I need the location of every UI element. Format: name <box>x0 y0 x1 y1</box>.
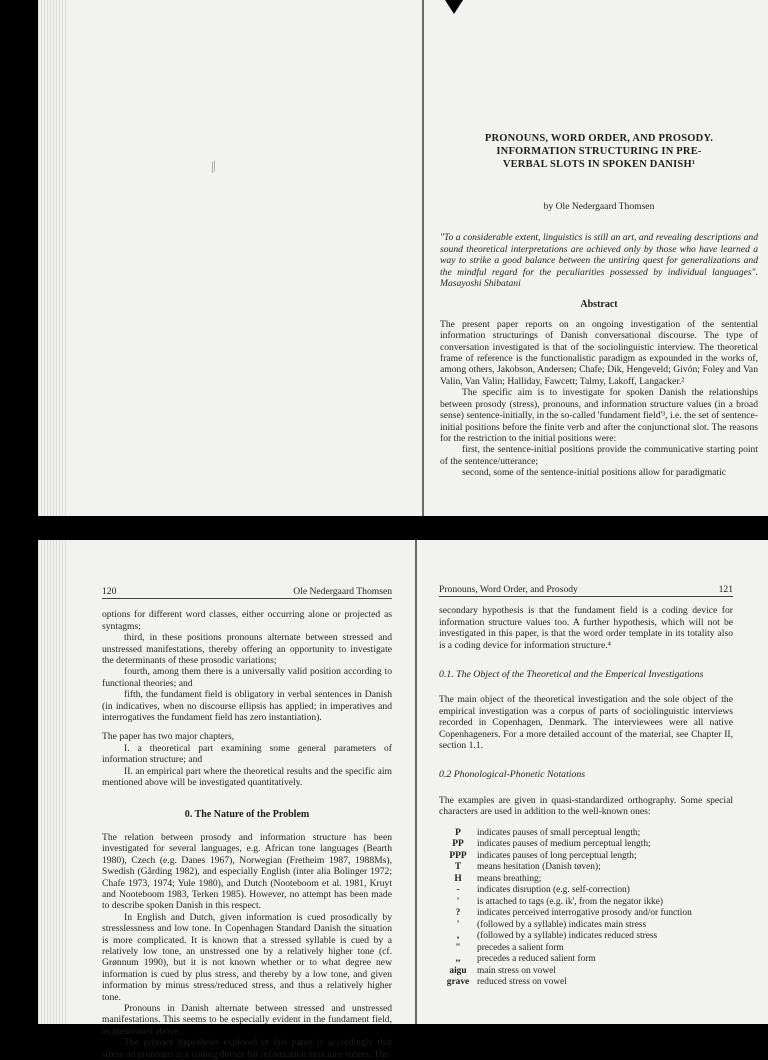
running-head-text: Pronouns, Word Order, and Prosody <box>439 584 578 595</box>
article-title <box>440 132 758 171</box>
notation-symbol: , <box>456 931 460 942</box>
abstract-heading: Abstract <box>580 299 618 311</box>
notation-desc: indicates disruption (e.g. self-correction) <box>477 885 630 896</box>
page-number: 120 <box>102 586 117 597</box>
notation-symbol: P <box>455 827 461 838</box>
section-heading: 0. The Nature of the Problem <box>184 808 310 820</box>
notation-symbol: ? <box>455 908 461 919</box>
notation-symbol: - <box>456 885 460 896</box>
notation-desc: means breathing; <box>477 873 542 884</box>
body-paragraph: options for different word classes, either occurring alone or projected as syntagms; <box>102 609 392 632</box>
notation-symbol: ' <box>456 896 460 907</box>
body-paragraph: fifth, the fundament field is obligatory in verbal sentences in Danish (in indicatives, when no discourse ellipsis has applied; in imperatives and interrogatives the fundament field has zero instantiation). <box>102 689 392 724</box>
top-book-spread <box>38 0 768 516</box>
title-line: VERBAL SLOTS IN SPOKEN DANISH¹ <box>502 159 696 170</box>
body-paragraph: In English and Dutch, given information is cued prosodically by stresslessness and low tone. In Copenhagen Standard Danish the situation is more complicated. It is known that a stressed syllable is cued by a relatively low tone, an unstressed one by a relatively higher tone (cf. Grønnum 1990), but it is not known whether or to what degree new information is cued by plus stress, and thereby by a low tone, and given information by minus stress/reduced stress, and thus a relatively higher tone. <box>102 911 392 1003</box>
abstract-paragraph: first, the sentence-initial positions provide the communicative starting point of the sentence/utterance; <box>440 444 758 467</box>
body-paragraph: Pronouns in Danish alternate between stressed and unstressed manifestations. This seems to be especially evident in the fundament field, as mentioned above. <box>102 1003 392 1037</box>
notation-desc: (followed by a syllable) indicates reduced stress <box>477 931 658 942</box>
abstract-paragraph: The specific aim is to investigate for spoken Danish the relationships between prosody (stress), pronouns, and information structure values (in a broad sense) sentence-initially, in the so-called 'fundament field'³, i.e. the set of sentence-initial positions before the finite verb and after the conjunctional slot. The reasons for the restriction to the initial positions were: <box>440 387 758 444</box>
body-paragraph: fourth, among them there is a universally valid position according to functional theories; and <box>102 666 392 689</box>
body-paragraph: The paper has two major chapters, <box>102 731 235 743</box>
pencil-mark: ⁄⁄ <box>207 160 221 176</box>
right-page-top <box>440 132 758 479</box>
epigraph: "To a considerable extent, linguistics is still an art, and revealing descriptions and sound theoretical interpretations are achieved only by those who have learned a way to strike a good balance between the untiring quest for generalizations and the mindful regard for the peculiarities possessed by individual languages". Masayoshi Shibatani <box>440 232 758 290</box>
page-edge-stack <box>38 540 68 1024</box>
byline: by Ole Nedergaard Thomsen <box>543 201 655 212</box>
book-gutter <box>415 540 417 1024</box>
subsection-heading: 0.2 Phonological-Phonetic Notations <box>439 769 586 781</box>
spine-notch <box>445 0 463 14</box>
book-gutter <box>422 0 424 516</box>
notation-symbol: aigu <box>449 965 467 976</box>
body-paragraph: The examples are given in quasi-standardized orthography. Some special characters are used in addition to the well-known ones: <box>439 794 733 818</box>
notation-desc: precedes a reduced salient form <box>477 954 596 965</box>
body-paragraph: The relation between prosody and information structure has been investigated for several languages, e.g. African tone languages (Bearth 1980), Czech (e.g. Danes 1967), Norwegian (Fretheim 1987, 1988Ms), Swedish (Gårding 1982), and especially English (inter alia Bolinger 1972; Chafe 1973, 1974; Yule 1980), and Dutch (Nooteboom et al. 1981, Kruyt and Nooteboom 1983, Terken 1985). However, no attempt has been made to describe spoken Danish in this respect. <box>102 831 392 912</box>
notation-desc: indicates perceived interrogative prosody and/or function <box>477 908 692 919</box>
notation-symbol: PPP <box>449 850 467 861</box>
notation-desc: (followed by a syllable) indicates main stress <box>477 919 647 930</box>
running-head <box>102 586 392 599</box>
notation-desc: is attached to tags (e.g. ik', from the negator ikke) <box>477 896 664 907</box>
bottom-book-spread <box>38 540 768 1060</box>
body-paragraph: secondary hypothesis is that the fundament field is a coding device for information structure values too. A further hypothesis, which will not be investigated in this paper, is that the word order template in its totality also is a coding device for information structure.⁴ <box>439 605 733 651</box>
notation-desc: indicates pauses of long perceptual length; <box>477 850 637 861</box>
page-edge-stack <box>38 0 68 516</box>
notation-desc: precedes a salient form <box>477 942 564 953</box>
notation-symbol: H <box>454 873 462 884</box>
right-page-bottom <box>439 584 733 989</box>
abstract-paragraph: second, some of the sentence-initial positions allow for paradigmatic <box>462 467 727 479</box>
title-line: PRONOUNS, WORD ORDER, AND PROSODY. <box>484 133 714 144</box>
notation-symbol: PP <box>452 839 464 850</box>
notation-desc: indicates pauses of medium perceptual length; <box>477 839 651 850</box>
running-head <box>439 584 733 597</box>
page-number: 121 <box>718 584 733 595</box>
notation-symbol: ,, <box>455 954 461 965</box>
body-paragraph: third, in these positions pronouns alternate between stressed and unstressed manifestations, thereby offering an opportunity to investigate the determinants of these prosodic variations; <box>102 632 392 667</box>
body-paragraph: The main object of the theoretical investigation and the sole object of the empirical investigation was a corpus of parts of sociolinguistic interviews recorded in Copenhagen, Denmark. The interviewees were all native Copenhageners. For a more detailed account of the material, see Chapter II, section 1.1. <box>439 694 733 752</box>
notation-symbol: ' <box>456 919 460 930</box>
notation-desc: reduced stress on vowel <box>477 977 567 988</box>
body-paragraph: I. a theoretical part examining some general parameters of information structure; and <box>102 742 392 766</box>
notation-desc: main stress on vowel <box>477 965 556 976</box>
body-paragraph: The primary hypothesis explored in this paper is accordingly that stress on pronouns is a coding device for information structure values. The <box>102 1037 392 1060</box>
subsection-heading: 0.1. The Object of the Theoretical and the Emperical Investigations <box>439 669 704 681</box>
title-line: INFORMATION STRUCTURING IN PRE- <box>496 146 702 157</box>
notation-desc: means hesitation (Danish tøven); <box>477 862 601 873</box>
notation-symbol: grave <box>446 977 470 988</box>
notation-symbol: T <box>454 862 462 873</box>
notation-list <box>439 828 733 989</box>
running-head-text: Ole Nedergaard Thomsen <box>293 586 392 597</box>
abstract-paragraph: The present paper reports on an ongoing investigation of the sentential information structurings of Danish conversational discourse. The type of conversation investigated is that of the sociolinguistic interview. The theoretical frame of reference is the functionalistic paradigm as expounded in the works of, among others, Jakobson, Andersen; Chafe; Dik, Hengeveld; Givón; Foley and Van Valin, Van Valin; Halliday, Fawcett; Talmy, Lakoff, Langacker.² <box>440 318 758 387</box>
body-paragraph: II. an empirical part where the theoretical results and the specific aim mentioned above will be investigated quantitatively. <box>102 765 392 789</box>
left-page-bottom <box>102 586 392 1060</box>
notation-desc: indicates pauses of small perceptual length; <box>477 827 641 838</box>
notation-symbol: " <box>455 942 461 953</box>
